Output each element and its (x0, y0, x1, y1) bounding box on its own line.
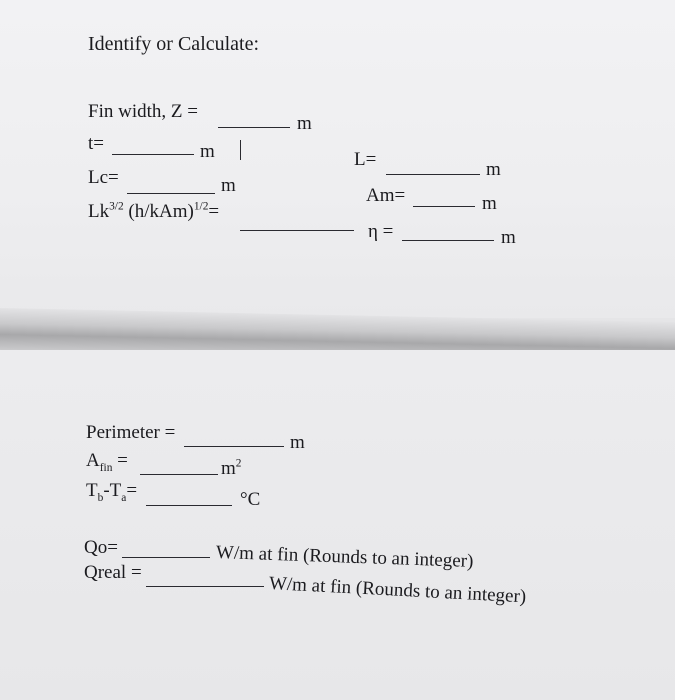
lk-label (88, 202, 219, 221)
lc-unit: m (221, 175, 236, 196)
tdiff-a: T (86, 480, 98, 501)
qreal-blank[interactable] (146, 586, 264, 587)
qreal-unit-note: W/m at fin (Rounds to an integer) (268, 573, 527, 608)
t-label: t= (88, 133, 104, 154)
afin-suffix: = (112, 450, 128, 471)
afin-unit-sup: 2 (235, 457, 242, 470)
perimeter-label: Perimeter = (86, 422, 176, 443)
afin-label (86, 450, 128, 474)
lk-prefix: Lk (88, 201, 110, 222)
fin-width-unit: m (297, 113, 312, 134)
afin-main: A (86, 450, 100, 471)
fin-width-blank[interactable] (218, 127, 290, 128)
eta-blank[interactable] (402, 240, 494, 241)
lk-suffix: = (208, 201, 220, 222)
qo-unit-note: W/m at fin (Rounds to an integer) (215, 542, 474, 572)
lc-label: Lc= (88, 167, 119, 188)
page-title: Identify or Calculate: (88, 33, 260, 55)
lk-sup2: 1/2 (193, 200, 209, 213)
qo-label: Qo= (84, 537, 118, 558)
t-unit: m (200, 141, 215, 162)
tdiff-a-sub: b (97, 491, 104, 504)
tdiff-mid: -T (103, 480, 122, 501)
tdiff-label (86, 480, 138, 504)
perimeter-blank[interactable] (184, 446, 284, 447)
afin-unit (221, 459, 241, 478)
am-blank[interactable] (413, 206, 475, 207)
afin-blank[interactable] (140, 474, 218, 475)
tdiff-unit: °C (240, 489, 261, 510)
am-unit: m (482, 193, 497, 214)
eta-unit: m (501, 227, 516, 248)
am-label: Am= (366, 185, 406, 206)
l-unit: m (486, 159, 501, 180)
tdiff-suffix: = (126, 480, 138, 501)
perimeter-unit: m (290, 432, 305, 453)
pen-mark (240, 140, 241, 160)
fin-width-label: Fin width, Z = (88, 101, 198, 122)
tdiff-blank[interactable] (146, 505, 232, 506)
afin-sub: fin (99, 461, 113, 474)
l-blank[interactable] (386, 174, 480, 175)
qo-blank[interactable] (122, 557, 210, 558)
eta-label: η = (368, 221, 394, 242)
sheet-bottom-half (0, 350, 675, 700)
tdiff-b-sub: a (121, 491, 127, 504)
lc-blank[interactable] (127, 193, 215, 194)
t-blank[interactable] (112, 154, 194, 155)
lk-mid: (h/kAm) (123, 201, 194, 222)
afin-unit-main: m (221, 458, 236, 479)
qreal-label: Qreal = (84, 562, 142, 583)
l-label: L= (354, 149, 377, 170)
lk-sup1: 3/2 (109, 200, 124, 213)
lk-blank[interactable] (240, 230, 354, 231)
